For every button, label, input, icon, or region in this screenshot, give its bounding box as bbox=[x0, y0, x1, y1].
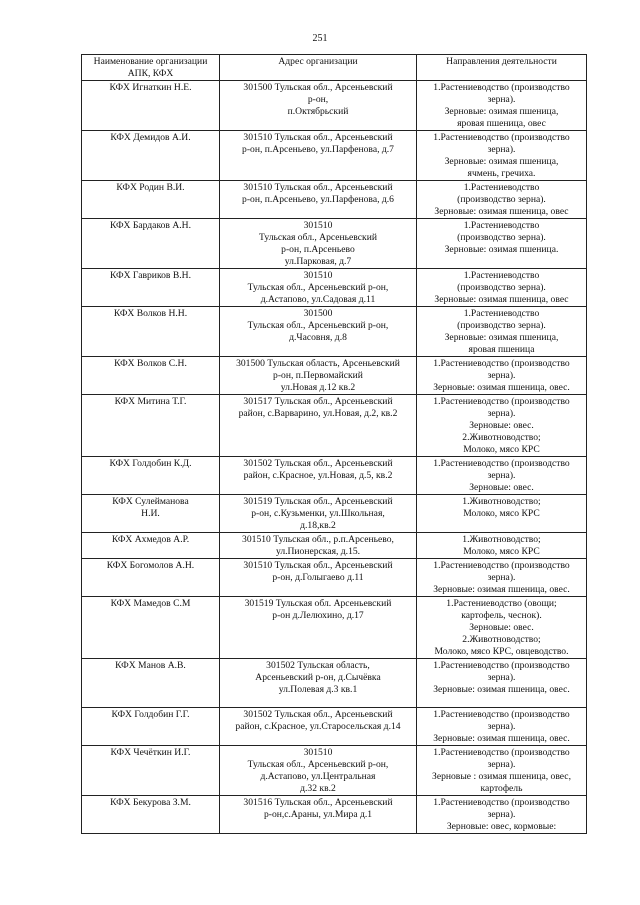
activity-line: Зерновые: овес. bbox=[469, 482, 534, 493]
activity-line: 1.Животноводство; bbox=[462, 534, 541, 545]
address-line: р-он,с.Араны, ул.Мира д.1 bbox=[263, 809, 373, 820]
activity-line: 1.Животноводство; bbox=[462, 496, 541, 507]
activity-line: 2.Животноводство; bbox=[462, 432, 541, 443]
organization-name-line: КФХ Голдобин Г.Г. bbox=[111, 709, 190, 720]
activity-line: (производство зерна). bbox=[457, 194, 546, 205]
table-row bbox=[82, 81, 587, 131]
table-row bbox=[82, 395, 587, 457]
activity-cell bbox=[417, 357, 587, 395]
activity-line: Молоко, мясо КРС bbox=[463, 546, 540, 557]
activity-line: Зерновые : озимая пшеница, овес, bbox=[432, 771, 571, 782]
address-line: район, с.Варварино, ул.Новая, д.2, кв.2 bbox=[238, 408, 398, 419]
activity-line: зерна). bbox=[487, 759, 516, 770]
address-line: 301517 Тульская обл., Арсеньевский bbox=[243, 396, 393, 407]
address-line: 301500 bbox=[303, 308, 333, 319]
table-row bbox=[82, 796, 587, 834]
table-row bbox=[82, 357, 587, 395]
address-cell bbox=[220, 659, 417, 708]
organization-name-cell bbox=[82, 81, 220, 131]
activity-line: 1.Растениеводство (производство bbox=[433, 560, 570, 571]
activity-line: яровая пшеница bbox=[468, 344, 535, 355]
activity-line: 1.Растениеводство (производство bbox=[433, 132, 570, 143]
address-line: район, с.Красное, ул.Новая, д.5, кв.2 bbox=[243, 470, 393, 481]
organization-name-cell bbox=[82, 457, 220, 495]
activity-line: 1.Растениеводство (производство bbox=[433, 709, 570, 720]
activity-cell bbox=[417, 796, 587, 834]
address-line: район, с.Красное, ул.Старосельская д.14 bbox=[235, 721, 401, 732]
organization-name-cell bbox=[82, 219, 220, 269]
activity-line: зерна). bbox=[487, 809, 516, 820]
address-cell bbox=[220, 395, 417, 457]
address-cell bbox=[220, 181, 417, 219]
organization-name-cell bbox=[82, 597, 220, 659]
activity-line: 1.Растениеводство (производство bbox=[433, 396, 570, 407]
activity-line: Молоко, мясо КРС bbox=[463, 508, 540, 519]
activity-line: 1.Растениеводство (производство bbox=[433, 82, 570, 93]
organization-name-line: Н.И. bbox=[141, 508, 160, 519]
activity-cell bbox=[417, 559, 587, 597]
activity-line: картофель, чеснок). bbox=[461, 610, 542, 621]
address-line: 301502 Тульская обл., Арсеньевский bbox=[243, 458, 393, 469]
table-header-row bbox=[82, 55, 587, 81]
table-row bbox=[82, 457, 587, 495]
table-row bbox=[82, 181, 587, 219]
organization-name-line: КФХ Ахмедов А.Р. bbox=[111, 534, 190, 545]
activity-line: 2.Животноводство; bbox=[462, 634, 541, 645]
activity-line: 1.Растениеводство bbox=[463, 220, 540, 231]
table-row bbox=[82, 307, 587, 357]
organization-name-line: КФХ Игнаткин Н.Е. bbox=[109, 82, 192, 93]
address-line: Тульская обл., Арсеньевский р-он, bbox=[247, 282, 389, 293]
address-line: Тульская обл., Арсеньевский р-он, bbox=[247, 320, 389, 331]
address-cell bbox=[220, 219, 417, 269]
organization-name-line: КФХ Бекурова З.М. bbox=[110, 797, 191, 808]
activity-cell bbox=[417, 131, 587, 181]
address-line: 301510 Тульская обл., Арсеньевский bbox=[243, 132, 393, 143]
address-line: 301510 bbox=[303, 747, 333, 758]
activity-line: 1.Растениеводство (производство bbox=[433, 660, 570, 671]
organization-name-cell bbox=[82, 533, 220, 559]
organization-name-cell bbox=[82, 659, 220, 708]
table-body bbox=[82, 81, 587, 834]
organization-name-cell bbox=[82, 395, 220, 457]
activity-cell bbox=[417, 457, 587, 495]
organizations-table bbox=[81, 54, 587, 834]
address-cell bbox=[220, 81, 417, 131]
address-line: д.Астапово, ул.Центральная bbox=[260, 771, 376, 782]
activity-line: 1.Растениеводство (производство bbox=[433, 747, 570, 758]
header-organization-name: Наименование организации АПК, КФХ bbox=[82, 55, 220, 81]
address-cell bbox=[220, 597, 417, 659]
activity-line: Зерновые: озимая пшеница, овес bbox=[434, 206, 569, 217]
address-cell bbox=[220, 457, 417, 495]
address-cell bbox=[220, 708, 417, 746]
organization-name-cell bbox=[82, 269, 220, 307]
address-line: 301510 bbox=[303, 220, 333, 231]
activity-line: Зерновые: озимая пшеница, bbox=[444, 106, 559, 117]
activity-cell bbox=[417, 307, 587, 357]
activity-line: ячмень, гречиха. bbox=[467, 168, 536, 179]
address-line: д.18,кв.2 bbox=[300, 520, 336, 531]
address-line: 301510 bbox=[303, 270, 333, 281]
address-line: р-он, п.Арсеньево, ул.Парфенова, д.6 bbox=[242, 194, 394, 205]
address-line: ул.Новая д.12 кв.2 bbox=[280, 382, 356, 393]
organization-name-line: КФХ Богомолов А.Н. bbox=[106, 560, 195, 571]
organization-name-line: КФХ Митина Т.Г. bbox=[114, 396, 187, 407]
table-row bbox=[82, 708, 587, 746]
address-cell bbox=[220, 357, 417, 395]
address-line: 301519 Тульская обл., Арсеньевский bbox=[243, 496, 393, 507]
activity-line: Зерновые: озимая пшеница, овес. bbox=[433, 733, 570, 744]
activity-line: 1.Растениеводство (производство bbox=[433, 458, 570, 469]
organization-name-cell bbox=[82, 495, 220, 533]
address-line: Тульская обл., Арсеньевский bbox=[259, 232, 377, 243]
organization-name-line: КФХ Голдобин К.Д. bbox=[109, 458, 192, 469]
header-activity: Направления деятельности bbox=[417, 55, 587, 81]
address-line: 301510 Тульская обл., р.п.Арсеньево, bbox=[242, 534, 394, 545]
table-row bbox=[82, 495, 587, 533]
activity-cell bbox=[417, 181, 587, 219]
activity-line: зерна). bbox=[487, 94, 516, 105]
activity-line: зерна). bbox=[487, 144, 516, 155]
address-cell bbox=[220, 796, 417, 834]
activity-line: 1.Растениеводство (производство bbox=[433, 797, 570, 808]
address-line: д.32 кв.2 bbox=[300, 783, 336, 794]
address-line: 301502 Тульская обл., Арсеньевский bbox=[243, 709, 393, 720]
activity-line: Зерновые: овес. bbox=[469, 622, 534, 633]
address-line: 301519 Тульская обл. Арсеньевский bbox=[244, 598, 392, 609]
activity-line: 1.Растениеводство (овощи; bbox=[446, 598, 557, 609]
activity-cell bbox=[417, 597, 587, 659]
activity-line: Зерновые: озимая пшеница, овес. bbox=[433, 684, 570, 695]
activity-line: Зерновые: озимая пшеница, bbox=[444, 156, 559, 167]
address-cell bbox=[220, 559, 417, 597]
organization-name-cell bbox=[82, 307, 220, 357]
table-row bbox=[82, 659, 587, 708]
activity-line: 1.Растениеводство bbox=[463, 270, 540, 281]
address-line: р-он, п.Первомайский bbox=[273, 370, 363, 381]
activity-line: картофель bbox=[480, 783, 523, 794]
header-address: Адрес организации bbox=[220, 55, 417, 81]
address-line: р-он, п.Арсеньево, ул.Парфенова, д.7 bbox=[242, 144, 394, 155]
organization-name-line: КФХ Бардаков А.Н. bbox=[109, 220, 191, 231]
address-line: 301516 Тульская обл., Арсеньевский bbox=[243, 797, 393, 808]
activity-cell bbox=[417, 659, 587, 708]
activity-cell bbox=[417, 395, 587, 457]
organization-name-cell bbox=[82, 131, 220, 181]
activity-line: Зерновые: озимая пшеница, овес bbox=[434, 294, 569, 305]
activity-cell bbox=[417, 708, 587, 746]
organization-name-cell bbox=[82, 357, 220, 395]
address-line: р-он, с.Кузьменки, ул.Школьная, bbox=[251, 508, 385, 519]
address-line: д.Часовня, д.8 bbox=[289, 332, 347, 343]
address-line: 301502 Тульская область, bbox=[266, 660, 370, 671]
page-number: 251 bbox=[312, 33, 328, 44]
organization-name-line: КФХ Сулейманова bbox=[112, 496, 189, 507]
address-line: р-он, bbox=[307, 94, 329, 105]
activity-line: Зерновые: озимая пшеница. bbox=[444, 244, 559, 255]
activity-line: зерна). bbox=[487, 470, 516, 481]
activity-cell bbox=[417, 495, 587, 533]
activity-line: зерна). bbox=[487, 408, 516, 419]
activity-line: зерна). bbox=[487, 370, 516, 381]
activity-cell bbox=[417, 533, 587, 559]
table-row bbox=[82, 269, 587, 307]
organization-name-line: КФХ Манов А.В. bbox=[115, 660, 186, 671]
address-line: ул.Парковая, д.7 bbox=[284, 256, 352, 267]
activity-line: Молоко, мясо КРС bbox=[463, 444, 540, 455]
activity-line: (производство зерна). bbox=[457, 282, 546, 293]
address-cell bbox=[220, 269, 417, 307]
activity-cell bbox=[417, 746, 587, 796]
address-line: 301500 Тульская обл., Арсеньевский bbox=[243, 82, 393, 93]
address-line: р-он, п.Арсеньево bbox=[281, 244, 355, 255]
activity-line: 1.Растениеводство bbox=[463, 308, 540, 319]
activity-line: Зерновые: овес. bbox=[469, 420, 534, 431]
activity-line: зерна). bbox=[487, 672, 516, 683]
address-line: р-он, д.Голыгаево д.11 bbox=[272, 572, 364, 583]
table-row bbox=[82, 131, 587, 181]
organization-name-line: КФХ Волков С.Н. bbox=[114, 358, 187, 369]
address-line: Тульская обл., Арсеньевский р-он, bbox=[247, 759, 389, 770]
organization-name-line: КФХ Гавриков В.Н. bbox=[110, 270, 191, 281]
address-cell bbox=[220, 307, 417, 357]
activity-line: зерна). bbox=[487, 721, 516, 732]
activity-line: зерна). bbox=[487, 572, 516, 583]
activity-cell bbox=[417, 219, 587, 269]
address-line: ул.Пионерская, д.15. bbox=[275, 546, 361, 557]
organization-name-cell bbox=[82, 796, 220, 834]
organization-name-cell bbox=[82, 746, 220, 796]
organization-name-line: КФХ Родин В.И. bbox=[116, 182, 185, 193]
activity-line: Зерновые: овес, кормовые: bbox=[446, 821, 557, 832]
activity-line: (производство зерна). bbox=[457, 320, 546, 331]
address-line: ул.Полевая д.3 кв.1 bbox=[278, 684, 358, 695]
organization-name-line: КФХ Чечёткин И.Г. bbox=[110, 747, 191, 758]
organization-name-line: КФХ Мамедов С.М bbox=[110, 598, 191, 609]
activity-line: Зерновые: озимая пшеница, bbox=[444, 332, 559, 343]
activity-cell bbox=[417, 81, 587, 131]
activity-cell bbox=[417, 269, 587, 307]
organization-name-line: КФХ Демидов А.И. bbox=[110, 132, 191, 143]
address-cell bbox=[220, 131, 417, 181]
activity-line: 1.Растениеводство bbox=[463, 182, 540, 193]
activity-line: Зерновые: озимая пшеница, овес. bbox=[433, 584, 570, 595]
address-cell bbox=[220, 495, 417, 533]
organization-name-line: КФХ Волков Н.Н. bbox=[113, 308, 188, 319]
address-cell bbox=[220, 533, 417, 559]
table-row bbox=[82, 219, 587, 269]
address-line: 301510 Тульская обл., Арсеньевский bbox=[243, 560, 393, 571]
organization-name-cell bbox=[82, 708, 220, 746]
address-line: 301510 Тульская обл., Арсеньевский bbox=[243, 182, 393, 193]
activity-line: яровая пшеница, овес bbox=[457, 118, 546, 129]
table-row bbox=[82, 559, 587, 597]
address-line: 301500 Тульская область, Арсеньевский bbox=[236, 358, 400, 369]
table-row bbox=[82, 533, 587, 559]
table-row bbox=[82, 746, 587, 796]
address-line: д.Астапово, ул.Садовая д.11 bbox=[260, 294, 376, 305]
activity-line: Молоко, мясо КРС, овцеводство. bbox=[434, 646, 569, 657]
address-line: Арсеньевский р-он, д.Сычёвка bbox=[255, 672, 381, 683]
activity-line: (производство зерна). bbox=[457, 232, 546, 243]
address-line: п.Октябрьский bbox=[287, 106, 349, 117]
address-line: р-он д.Лелюхино, д.17 bbox=[272, 610, 364, 621]
activity-line: 1.Растениеводство (производство bbox=[433, 358, 570, 369]
activity-line: Зерновые: озимая пшеница, овес. bbox=[433, 382, 570, 393]
organization-name-cell bbox=[82, 181, 220, 219]
table-row bbox=[82, 597, 587, 659]
organization-name-cell bbox=[82, 559, 220, 597]
address-cell bbox=[220, 746, 417, 796]
